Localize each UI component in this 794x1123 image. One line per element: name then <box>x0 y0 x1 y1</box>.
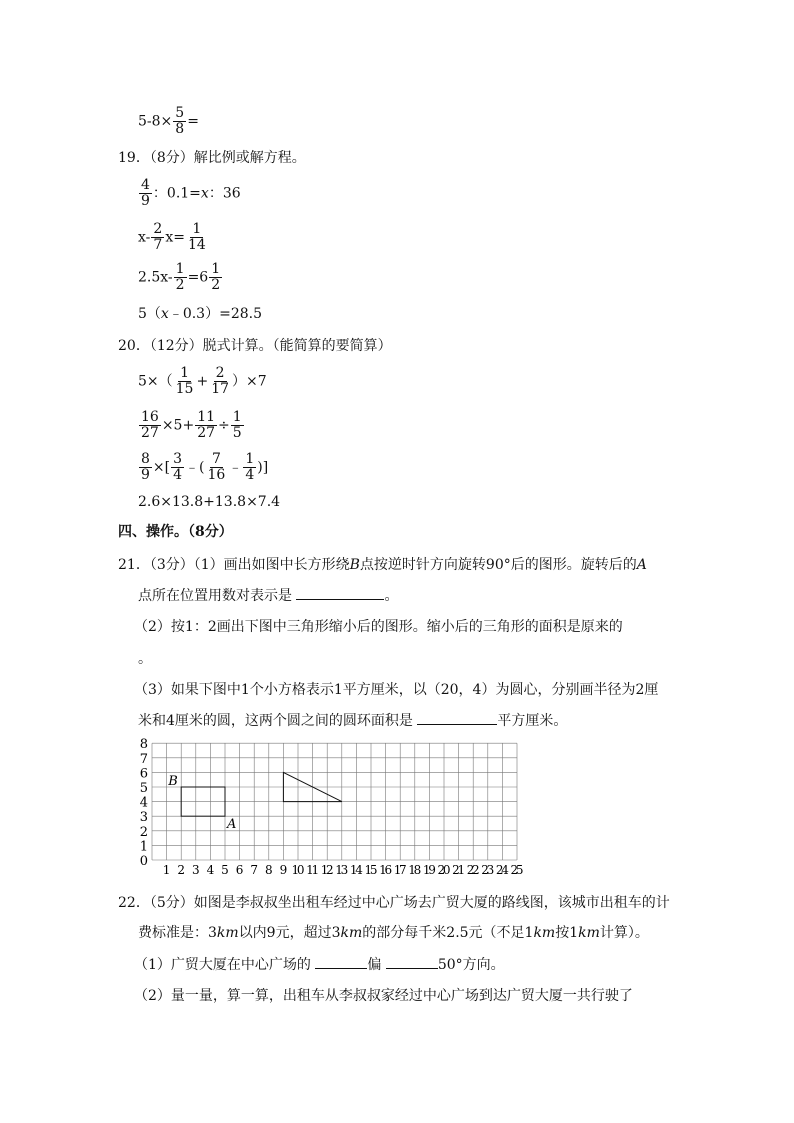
fraction <box>171 452 184 483</box>
fraction <box>209 262 222 293</box>
denominator: 9 <box>141 193 150 209</box>
expr-text: ﹣ <box>228 459 243 476</box>
denominator: 15 <box>175 381 194 397</box>
denominator: 27 <box>197 425 216 441</box>
fraction <box>206 452 228 483</box>
x-tick-label: 21 <box>452 863 466 874</box>
expr-text: 5-8× <box>138 113 173 130</box>
expr-text: = <box>187 113 199 130</box>
q21-text: 米和4厘米的圆，这两个圆之间的圆环面积是 <box>138 713 413 729</box>
x-tick-label: 17 <box>393 863 407 874</box>
numerator: 16 <box>141 409 159 425</box>
unit-km: km <box>340 925 363 941</box>
expr-text: x= <box>165 229 185 246</box>
denominator: 9 <box>141 467 150 483</box>
expr-text: x- <box>138 229 151 246</box>
numerator: 2 <box>215 365 225 381</box>
q22-text: 按1 <box>555 925 579 941</box>
q21-text: 平方厘米。 <box>497 713 568 729</box>
expr-text: 5×（ <box>138 373 173 390</box>
unit-km: km <box>216 925 239 941</box>
q20-expr4: 2.6×13.8+13.8×7.4 <box>138 494 281 510</box>
q22-text: 偏 <box>367 957 382 973</box>
denominator: 8 <box>175 121 185 137</box>
q21-text: 点按逆时针方向旋转90°后的图形。旋转后的 <box>359 557 637 573</box>
fraction <box>173 106 186 137</box>
x-tick-label: 12 <box>320 863 334 874</box>
x-tick-label: 20 <box>437 863 451 874</box>
y-tick-label: 3 <box>139 810 148 826</box>
denominator: 17 <box>211 381 230 397</box>
y-tick-label: 0 <box>139 854 148 869</box>
numerator: 1 <box>180 365 190 381</box>
expr-text: ÷ <box>218 417 230 434</box>
fraction <box>174 262 187 293</box>
x-tick-label: 24 <box>495 863 509 874</box>
denominator: 14 <box>187 237 206 253</box>
q19-eq2 <box>138 222 209 253</box>
q22-text: 50°方向。 <box>437 957 505 973</box>
expr-text: )] <box>257 459 269 476</box>
x-tick-label: 13 <box>335 863 349 874</box>
x-tick-label: 15 <box>364 863 378 874</box>
q21-text: 21．（3分）（1）画出如图中长方形绕 <box>118 557 350 573</box>
y-tick-label: 8 <box>139 737 148 753</box>
denominator: 4 <box>245 467 255 483</box>
numerator: 1 <box>175 261 185 277</box>
numerator: 3 <box>173 451 183 467</box>
denominator: 7 <box>153 237 163 253</box>
q22-text: 的部分每千米2.5元（不足1 <box>362 925 534 941</box>
unit-km: km <box>578 925 600 941</box>
fraction <box>139 410 161 441</box>
q22-line1: 22．（5分）如图是李叔叔坐出租车经过中心广场去广贸大厦的路线图，该城市出租车的计 <box>118 895 670 911</box>
x-tick-label: 14 <box>349 863 363 874</box>
section-heading: 四、操作。（8分） <box>118 524 233 540</box>
x-tick-label: 3 <box>191 863 200 874</box>
expr-text: 2.5x- <box>138 269 173 286</box>
answer-blank[interactable] <box>315 954 367 969</box>
fraction <box>151 222 164 253</box>
denominator: 27 <box>141 425 159 441</box>
label-b: B <box>168 774 178 789</box>
numerator: 2 <box>153 221 163 237</box>
numerator: 1 <box>232 409 242 425</box>
fraction <box>231 410 244 441</box>
q21-text: 点所在位置用数对表示是 <box>138 588 292 604</box>
answer-blank[interactable] <box>386 954 438 969</box>
q22-text: （1）广贸大厦在中心广场的 <box>134 957 311 973</box>
answer-blank[interactable] <box>417 710 497 725</box>
q19-eq3 <box>138 262 223 293</box>
q21-line1 <box>118 555 647 575</box>
q21-line2 <box>138 585 398 606</box>
equation-line-top <box>138 106 199 137</box>
x-tick-label: 22 <box>466 863 480 874</box>
numerator: 7 <box>211 451 221 467</box>
expr-text: ）×7 <box>232 373 267 390</box>
fraction <box>139 452 152 483</box>
numerator: 4 <box>141 177 150 193</box>
q19-eq4 <box>138 304 262 324</box>
x-tick-label: 16 <box>379 863 393 874</box>
fraction <box>186 222 208 253</box>
q22-text: 计算）。 <box>599 925 649 941</box>
x-tick-label: 9 <box>279 863 288 874</box>
expr-text: + <box>196 373 209 390</box>
x-tick-label: 25 <box>510 863 524 874</box>
y-tick-label: 4 <box>139 795 148 811</box>
x-tick-label: 18 <box>408 863 422 874</box>
expr-text: =6 <box>187 269 209 286</box>
q22-text: 费标准是：3 <box>138 925 217 941</box>
expr-text: ：0.1= <box>152 185 201 202</box>
q21-part2-end: 。 <box>138 651 152 667</box>
y-tick-label: 2 <box>139 824 148 840</box>
x-axis-labels <box>163 863 524 874</box>
x-tick-label: 8 <box>264 863 273 874</box>
fraction <box>174 366 196 397</box>
numerator: 5 <box>175 105 185 121</box>
expr-text: ﹣( <box>185 459 205 476</box>
y-tick-label: 1 <box>139 839 148 855</box>
x-tick-label: 11 <box>306 863 320 874</box>
y-tick-label: 7 <box>139 751 148 767</box>
q22-part2: （2）量一量，算一算，出租车从李叔叔家经过中心广场到达广贸大厦一共行驶了 <box>134 988 633 1004</box>
fraction <box>209 366 231 397</box>
q20-expr1 <box>138 366 267 397</box>
q20-expr2 <box>138 410 245 441</box>
q20-expr3 <box>138 452 268 483</box>
x-tick-label: 2 <box>177 863 186 874</box>
point-b-label: B <box>349 557 360 573</box>
q22-part1 <box>134 954 505 975</box>
expr-text: ×5+ <box>161 417 195 434</box>
denominator: 5 <box>232 425 242 441</box>
numerator: 8 <box>141 451 150 467</box>
q19-header: 19．（8分）解比例或解方程。 <box>118 150 306 166</box>
denominator: 2 <box>211 277 221 293</box>
q21-part2: （2）按1：2画出下图中三角形缩小后的图形。缩小后的三角形的面积是原来的 <box>134 619 623 635</box>
x-tick-label: 6 <box>235 863 244 874</box>
q21-part3b <box>138 710 567 731</box>
q20-header: 20．（12分）脱式计算。（能简算的要简算） <box>118 338 392 354</box>
label-a: A <box>227 817 237 833</box>
x-tick-label: 4 <box>206 863 215 874</box>
x-tick-label: 19 <box>422 863 436 874</box>
q21-part3a: （3）如果下图中1个小方格表示1平方厘米，以（20，4）为圆心，分别画半径为2厘 <box>134 682 659 698</box>
expr-text: ×[ <box>152 459 171 476</box>
expr-text: ：36 <box>208 185 241 202</box>
x-tick-label: 23 <box>481 863 495 874</box>
denominator: 4 <box>173 467 183 483</box>
coordinate-grid <box>130 736 530 874</box>
q22-line2 <box>138 923 649 943</box>
x-tick-label: 1 <box>162 863 171 874</box>
numerator: 1 <box>211 261 221 277</box>
fraction <box>195 410 217 441</box>
x-tick-label: 10 <box>291 863 305 874</box>
point-a-label: A <box>636 557 647 573</box>
numerator: 11 <box>197 409 216 425</box>
y-axis-labels <box>140 737 148 869</box>
variable-x: x <box>160 306 169 322</box>
fraction <box>139 178 152 209</box>
numerator: 1 <box>192 221 202 237</box>
fraction <box>243 452 256 483</box>
q21-text: 。 <box>384 588 399 604</box>
q19-eq1 <box>138 178 241 209</box>
y-tick-label: 5 <box>139 781 148 796</box>
denominator: 2 <box>175 277 185 293</box>
expr-text: 5（ <box>138 306 161 322</box>
x-tick-label: 7 <box>250 863 259 874</box>
q22-text: 以内9元，超过3 <box>238 925 341 941</box>
denominator: 16 <box>207 467 226 483</box>
x-tick-label: 5 <box>221 863 229 874</box>
numerator: 1 <box>245 451 255 467</box>
expr-text: ﹣0.3）=28.5 <box>168 306 262 322</box>
answer-blank[interactable] <box>296 585 384 600</box>
variable-x: x <box>200 185 209 202</box>
y-tick-label: 6 <box>139 766 148 782</box>
unit-km: km <box>533 925 556 941</box>
